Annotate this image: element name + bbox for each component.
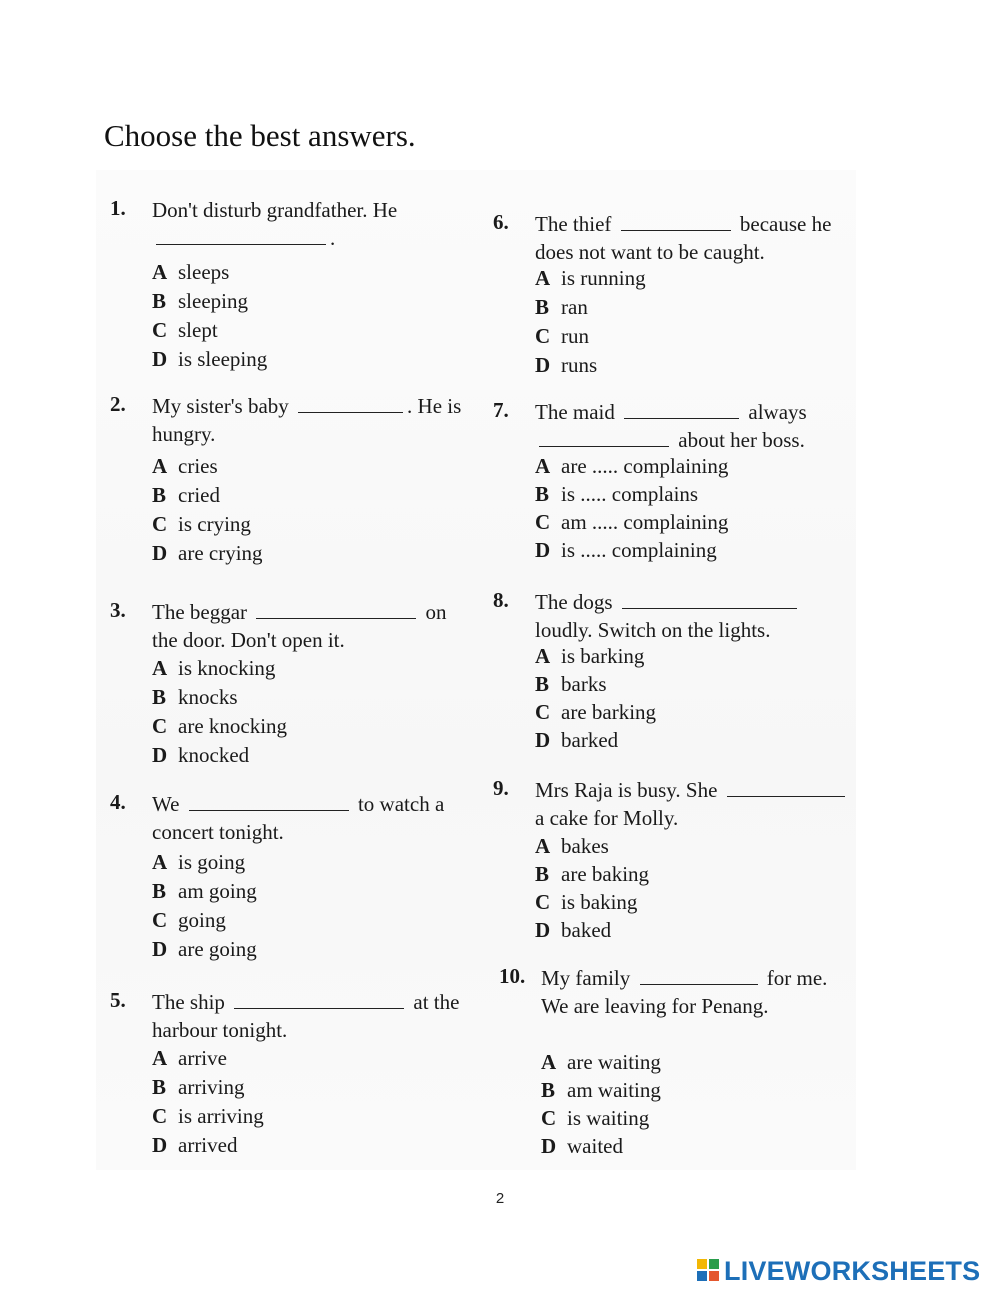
options-list xyxy=(535,452,853,564)
question-text-post: . xyxy=(330,226,336,250)
question-number: 2. xyxy=(110,392,126,416)
liveworksheets-logo-icon xyxy=(697,1259,721,1283)
answer-blank[interactable] xyxy=(622,590,797,609)
option-a[interactable] xyxy=(152,258,470,287)
option-letter: D xyxy=(152,541,168,565)
option-a[interactable] xyxy=(152,654,470,683)
answer-blank[interactable] xyxy=(256,600,416,619)
question-text-pre: The dogs xyxy=(535,590,613,614)
option-letter: B xyxy=(535,862,550,886)
question-text-post: . He is hungry. xyxy=(152,394,462,446)
option-text: is sleeping xyxy=(178,347,268,371)
option-b[interactable] xyxy=(152,877,470,906)
option-b[interactable] xyxy=(152,683,470,712)
question-number: 3. xyxy=(110,598,126,622)
option-text: runs xyxy=(561,353,598,377)
option-text: ran xyxy=(561,295,588,319)
option-c[interactable] xyxy=(152,510,470,539)
option-text: is knocking xyxy=(178,656,276,680)
option-letter: C xyxy=(535,890,551,914)
option-letter: C xyxy=(535,700,551,724)
question-text-post: to watch a concert tonight. xyxy=(152,792,445,844)
question-number: 1. xyxy=(110,196,126,220)
question-text-pre: The maid xyxy=(535,400,615,424)
option-text: is ..... complains xyxy=(561,482,699,506)
answer-blank[interactable] xyxy=(234,990,404,1009)
question-text xyxy=(535,588,853,644)
option-a[interactable] xyxy=(535,832,853,860)
option-letter: C xyxy=(152,908,168,932)
question-number: 7. xyxy=(493,398,509,422)
option-d[interactable] xyxy=(152,741,470,770)
option-d[interactable] xyxy=(535,351,853,380)
option-text: are knocking xyxy=(178,714,288,738)
option-b[interactable] xyxy=(152,481,470,510)
option-text: is ..... complaining xyxy=(561,538,717,562)
question-text xyxy=(535,398,853,454)
question-text-post: for me. We are leaving for Penang. xyxy=(541,966,828,1018)
question-number: 9. xyxy=(493,776,509,800)
answer-blank[interactable] xyxy=(624,400,739,419)
option-text: arriving xyxy=(178,1075,245,1099)
option-letter: C xyxy=(152,714,168,738)
question-text xyxy=(152,790,470,846)
option-text: going xyxy=(178,908,226,932)
question-number: 8. xyxy=(493,588,509,612)
option-text: is waiting xyxy=(567,1106,650,1130)
option-b[interactable] xyxy=(152,1073,470,1102)
option-text: sleeping xyxy=(178,289,248,313)
option-letter: A xyxy=(535,644,551,668)
option-d[interactable] xyxy=(535,726,853,754)
question-number: 4. xyxy=(110,790,126,814)
question-text-post: at the harbour tonight. xyxy=(152,990,460,1042)
question-text-post: on the door. Don't open it. xyxy=(152,600,447,652)
option-text: is barking xyxy=(561,644,645,668)
question-text xyxy=(152,392,470,448)
option-c[interactable] xyxy=(152,906,470,935)
option-text: am ..... complaining xyxy=(561,510,729,534)
option-letter: B xyxy=(152,685,167,709)
option-text: arrive xyxy=(178,1046,227,1070)
option-letter: B xyxy=(152,1075,167,1099)
option-text: are ..... complaining xyxy=(561,454,729,478)
option-text: are barking xyxy=(561,700,657,724)
answer-blank[interactable] xyxy=(298,394,403,413)
option-c[interactable] xyxy=(535,698,853,726)
option-a[interactable] xyxy=(535,642,853,670)
options-list xyxy=(152,1044,470,1160)
option-a[interactable] xyxy=(152,452,470,481)
options-list xyxy=(152,848,470,964)
option-b[interactable] xyxy=(152,287,470,316)
option-c[interactable] xyxy=(535,508,853,536)
brand-name: LIVEWORKSHEETS xyxy=(724,1255,981,1286)
option-a[interactable] xyxy=(541,1048,859,1076)
question-text-pre: My sister's baby xyxy=(152,394,289,418)
option-letter: C xyxy=(152,1104,168,1128)
page-heading: Choose the best answers. xyxy=(104,118,416,153)
option-letter: B xyxy=(535,672,550,696)
option-b[interactable] xyxy=(541,1076,859,1104)
option-letter: C xyxy=(535,510,551,534)
option-text: is running xyxy=(561,266,646,290)
option-b[interactable] xyxy=(535,860,853,888)
option-text: am waiting xyxy=(567,1078,661,1102)
question-text-post: a cake for Molly. xyxy=(535,806,679,830)
options-list xyxy=(535,642,853,754)
option-letter: B xyxy=(152,289,167,313)
option-letter: D xyxy=(535,353,551,377)
option-text: slept xyxy=(178,318,218,342)
answer-blank-2[interactable] xyxy=(539,428,669,447)
option-text: are crying xyxy=(178,541,263,565)
option-c[interactable] xyxy=(535,322,853,351)
option-letter: D xyxy=(152,937,168,961)
question-text-pre: Mrs Raja is busy. She xyxy=(535,778,718,802)
answer-blank[interactable] xyxy=(621,212,731,231)
liveworksheets-logo xyxy=(697,1256,980,1286)
option-text: barks xyxy=(561,672,607,696)
question-text-post: about her boss. xyxy=(678,428,805,452)
question-text-pre: My family xyxy=(541,966,631,990)
option-text: is baking xyxy=(561,890,638,914)
option-text: knocked xyxy=(178,743,250,767)
answer-blank[interactable] xyxy=(189,792,349,811)
option-letter: C xyxy=(541,1106,557,1130)
option-letter: A xyxy=(152,1046,168,1070)
options-list xyxy=(535,832,853,944)
option-c[interactable] xyxy=(152,316,470,345)
option-b[interactable] xyxy=(535,670,853,698)
answer-blank[interactable] xyxy=(727,778,845,797)
option-a[interactable] xyxy=(535,264,853,293)
question-text-pre: The beggar xyxy=(152,600,248,624)
option-letter: D xyxy=(541,1134,557,1158)
option-letter: B xyxy=(152,483,167,507)
options-list xyxy=(152,654,470,770)
question-text xyxy=(152,196,470,252)
option-text: cried xyxy=(178,483,220,507)
options-list xyxy=(535,264,853,380)
option-text: are waiting xyxy=(567,1050,661,1074)
option-letter: A xyxy=(535,834,551,858)
option-text: are baking xyxy=(561,862,650,886)
option-text: barked xyxy=(561,728,619,752)
option-letter: A xyxy=(152,260,168,284)
question-number: 6. xyxy=(493,210,509,234)
option-letter: C xyxy=(152,512,168,536)
question-text-mid: always xyxy=(748,400,807,424)
option-letter: A xyxy=(541,1050,557,1074)
option-text: is crying xyxy=(178,512,251,536)
option-letter: C xyxy=(152,318,168,342)
question-text-post: loudly. Switch on the lights. xyxy=(535,618,771,642)
option-letter: D xyxy=(152,347,168,371)
option-letter: B xyxy=(152,879,167,903)
question-text xyxy=(152,598,470,654)
question-text xyxy=(541,964,847,1020)
answer-blank[interactable] xyxy=(640,966,758,985)
question-text xyxy=(535,776,853,832)
question-number: 10. xyxy=(499,964,526,988)
option-letter: C xyxy=(535,324,551,348)
option-letter: D xyxy=(152,1133,168,1157)
option-text: arrived xyxy=(178,1133,238,1157)
option-c[interactable] xyxy=(152,1102,470,1131)
option-letter: A xyxy=(152,656,168,680)
option-a[interactable] xyxy=(152,1044,470,1073)
option-b[interactable] xyxy=(535,293,853,322)
option-d[interactable] xyxy=(541,1132,859,1160)
options-list xyxy=(152,258,470,374)
option-text: baked xyxy=(561,918,612,942)
option-letter: B xyxy=(541,1078,556,1102)
answer-blank[interactable] xyxy=(156,226,326,245)
question-number: 5. xyxy=(110,988,126,1012)
option-letter: B xyxy=(535,482,550,506)
option-a[interactable] xyxy=(535,452,853,480)
question-text xyxy=(535,210,853,266)
option-d[interactable] xyxy=(152,1131,470,1160)
option-letter: D xyxy=(152,743,168,767)
page-number: 2 xyxy=(495,1190,505,1207)
option-text: sleeps xyxy=(178,260,230,284)
option-d[interactable] xyxy=(535,916,853,944)
option-text: run xyxy=(561,324,589,348)
question-text-post: because he does not want to be caught. xyxy=(535,212,832,264)
option-letter: A xyxy=(152,454,168,478)
option-letter: B xyxy=(535,295,550,319)
question-text-pre: We xyxy=(152,792,180,816)
option-text: is going xyxy=(178,850,246,874)
option-c[interactable] xyxy=(152,712,470,741)
option-text: is arriving xyxy=(178,1104,264,1128)
question-text-pre: Don't disturb grandfather. He xyxy=(152,198,398,222)
option-text: am going xyxy=(178,879,257,903)
option-c[interactable] xyxy=(541,1104,859,1132)
option-letter: A xyxy=(152,850,168,874)
option-letter: A xyxy=(535,454,551,478)
option-letter: D xyxy=(535,728,551,752)
question-text-pre: The ship xyxy=(152,990,225,1014)
option-d[interactable] xyxy=(152,935,470,964)
option-d[interactable] xyxy=(152,539,470,568)
option-letter: D xyxy=(535,538,551,562)
option-a[interactable] xyxy=(152,848,470,877)
option-letter: D xyxy=(535,918,551,942)
option-text: bakes xyxy=(561,834,609,858)
option-d[interactable] xyxy=(535,536,853,564)
question-text-pre: The thief xyxy=(535,212,612,236)
option-letter: A xyxy=(535,266,551,290)
options-list xyxy=(541,1048,859,1160)
option-text: knocks xyxy=(178,685,238,709)
option-c[interactable] xyxy=(535,888,853,916)
options-list xyxy=(152,452,470,568)
option-text: are going xyxy=(178,937,257,961)
option-d[interactable] xyxy=(152,345,470,374)
option-text: cries xyxy=(178,454,218,478)
option-b[interactable] xyxy=(535,480,853,508)
question-text xyxy=(152,988,470,1044)
option-text: waited xyxy=(567,1134,623,1158)
